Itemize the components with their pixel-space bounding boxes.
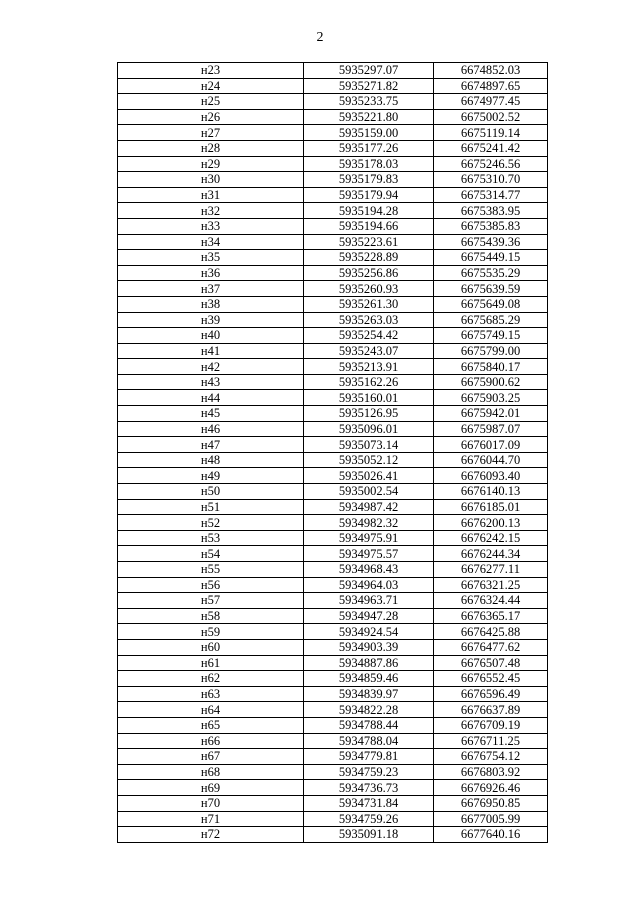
point-id-cell: н64 <box>118 702 304 718</box>
point-id-cell: н69 <box>118 780 304 796</box>
point-id-cell: н41 <box>118 343 304 359</box>
coordinate-x-cell: 5934731.84 <box>304 795 434 811</box>
coordinate-y-cell: 6675002.52 <box>434 109 548 125</box>
point-id-cell: н26 <box>118 109 304 125</box>
table-row <box>118 140 548 156</box>
table-row <box>118 515 548 531</box>
point-id-cell: н61 <box>118 655 304 671</box>
coordinate-x-cell: 5934822.28 <box>304 702 434 718</box>
table-row <box>118 577 548 593</box>
table-row <box>118 156 548 172</box>
table-row <box>118 328 548 344</box>
coordinate-y-cell: 6675942.01 <box>434 406 548 422</box>
coordinate-y-cell: 6675246.56 <box>434 156 548 172</box>
coordinate-x-cell: 5935073.14 <box>304 437 434 453</box>
table-row <box>118 437 548 453</box>
coordinate-y-cell: 6675439.36 <box>434 234 548 250</box>
point-id-cell: н70 <box>118 795 304 811</box>
table-row <box>118 717 548 733</box>
coordinate-y-cell: 6676596.49 <box>434 686 548 702</box>
point-id-cell: н71 <box>118 811 304 827</box>
table-row <box>118 343 548 359</box>
point-id-cell: н32 <box>118 203 304 219</box>
coordinate-x-cell: 5934788.04 <box>304 733 434 749</box>
coordinate-y-cell: 6677640.16 <box>434 827 548 843</box>
table-row <box>118 733 548 749</box>
point-id-cell: н48 <box>118 452 304 468</box>
table-row <box>118 390 548 406</box>
coordinate-x-cell: 5934859.46 <box>304 671 434 687</box>
coordinates-table <box>117 62 548 843</box>
table-row <box>118 406 548 422</box>
coordinate-x-cell: 5935178.03 <box>304 156 434 172</box>
table-row <box>118 421 548 437</box>
coordinate-y-cell: 6676093.40 <box>434 468 548 484</box>
point-id-cell: н49 <box>118 468 304 484</box>
table-row <box>118 655 548 671</box>
coordinate-x-cell: 5934924.54 <box>304 624 434 640</box>
table-row <box>118 78 548 94</box>
coordinate-y-cell: 6676324.44 <box>434 593 548 609</box>
coordinate-y-cell: 6675639.59 <box>434 281 548 297</box>
coordinate-x-cell: 5935194.66 <box>304 218 434 234</box>
coordinate-x-cell: 5935261.30 <box>304 296 434 312</box>
table-row <box>118 562 548 578</box>
coordinate-y-cell: 6675987.07 <box>434 421 548 437</box>
point-id-cell: н60 <box>118 639 304 655</box>
coordinate-x-cell: 5935256.86 <box>304 265 434 281</box>
table-row <box>118 484 548 500</box>
point-id-cell: н25 <box>118 94 304 110</box>
coordinate-y-cell: 6676321.25 <box>434 577 548 593</box>
table-row <box>118 671 548 687</box>
point-id-cell: н23 <box>118 63 304 79</box>
coordinate-x-cell: 5935162.26 <box>304 374 434 390</box>
point-id-cell: н65 <box>118 717 304 733</box>
table-row <box>118 639 548 655</box>
coordinate-x-cell: 5935228.89 <box>304 250 434 266</box>
table-row <box>118 234 548 250</box>
coordinate-y-cell: 6677005.99 <box>434 811 548 827</box>
coordinate-x-cell: 5935213.91 <box>304 359 434 375</box>
table-row <box>118 780 548 796</box>
coordinate-y-cell: 6676926.46 <box>434 780 548 796</box>
table-row <box>118 94 548 110</box>
point-id-cell: н58 <box>118 608 304 624</box>
coordinate-y-cell: 6675685.29 <box>434 312 548 328</box>
table-row <box>118 546 548 562</box>
coordinate-x-cell: 5934975.57 <box>304 546 434 562</box>
coordinate-y-cell: 6675383.95 <box>434 203 548 219</box>
coordinate-y-cell: 6675649.08 <box>434 296 548 312</box>
point-id-cell: н62 <box>118 671 304 687</box>
point-id-cell: н39 <box>118 312 304 328</box>
coordinate-y-cell: 6674852.03 <box>434 63 548 79</box>
coordinate-y-cell: 6676552.45 <box>434 671 548 687</box>
table-row <box>118 125 548 141</box>
coordinate-y-cell: 6676754.12 <box>434 749 548 765</box>
table-row <box>118 827 548 843</box>
table-row <box>118 593 548 609</box>
table-row <box>118 281 548 297</box>
coordinate-y-cell: 6675749.15 <box>434 328 548 344</box>
table-row <box>118 702 548 718</box>
point-id-cell: н24 <box>118 78 304 94</box>
coordinate-y-cell: 6676044.70 <box>434 452 548 468</box>
table-row <box>118 468 548 484</box>
point-id-cell: н52 <box>118 515 304 531</box>
coordinate-x-cell: 5934963.71 <box>304 593 434 609</box>
point-id-cell: н36 <box>118 265 304 281</box>
point-id-cell: н31 <box>118 187 304 203</box>
coordinate-x-cell: 5935179.94 <box>304 187 434 203</box>
coordinate-x-cell: 5934759.23 <box>304 764 434 780</box>
table-row <box>118 764 548 780</box>
table-row <box>118 624 548 640</box>
coordinate-y-cell: 6676477.62 <box>434 639 548 655</box>
coordinate-y-cell: 6676017.09 <box>434 437 548 453</box>
coordinate-x-cell: 5934968.43 <box>304 562 434 578</box>
coordinate-x-cell: 5935002.54 <box>304 484 434 500</box>
point-id-cell: н59 <box>118 624 304 640</box>
table-row <box>118 452 548 468</box>
coordinate-y-cell: 6676709.19 <box>434 717 548 733</box>
coordinate-x-cell: 5935263.03 <box>304 312 434 328</box>
coordinate-y-cell: 6675535.29 <box>434 265 548 281</box>
point-id-cell: н28 <box>118 140 304 156</box>
table-row <box>118 374 548 390</box>
coordinate-x-cell: 5934964.03 <box>304 577 434 593</box>
point-id-cell: н47 <box>118 437 304 453</box>
point-id-cell: н33 <box>118 218 304 234</box>
coordinate-y-cell: 6676140.13 <box>434 484 548 500</box>
point-id-cell: н30 <box>118 172 304 188</box>
coordinate-y-cell: 6675799.00 <box>434 343 548 359</box>
table-row <box>118 63 548 79</box>
coordinate-y-cell: 6676365.17 <box>434 608 548 624</box>
coordinate-x-cell: 5935271.82 <box>304 78 434 94</box>
point-id-cell: н54 <box>118 546 304 562</box>
table-row <box>118 359 548 375</box>
table-row <box>118 218 548 234</box>
point-id-cell: н66 <box>118 733 304 749</box>
point-id-cell: н45 <box>118 406 304 422</box>
coordinate-x-cell: 5935091.18 <box>304 827 434 843</box>
table-row <box>118 109 548 125</box>
coordinate-y-cell: 6676200.13 <box>434 515 548 531</box>
coordinate-x-cell: 5935177.26 <box>304 140 434 156</box>
coordinate-x-cell: 5935096.01 <box>304 421 434 437</box>
coordinate-x-cell: 5935179.83 <box>304 172 434 188</box>
table-row <box>118 265 548 281</box>
coordinate-x-cell: 5935297.07 <box>304 63 434 79</box>
point-id-cell: н44 <box>118 390 304 406</box>
coordinate-y-cell: 6676711.25 <box>434 733 548 749</box>
point-id-cell: н50 <box>118 484 304 500</box>
coordinate-x-cell: 5934788.44 <box>304 717 434 733</box>
coordinate-y-cell: 6675900.62 <box>434 374 548 390</box>
coordinate-x-cell: 5935243.07 <box>304 343 434 359</box>
coordinate-y-cell: 6676507.48 <box>434 655 548 671</box>
coordinate-y-cell: 6675314.77 <box>434 187 548 203</box>
point-id-cell: н42 <box>118 359 304 375</box>
point-id-cell: н37 <box>118 281 304 297</box>
coordinate-y-cell: 6674977.45 <box>434 94 548 110</box>
coordinate-y-cell: 6675840.17 <box>434 359 548 375</box>
point-id-cell: н63 <box>118 686 304 702</box>
table-row <box>118 686 548 702</box>
coordinate-x-cell: 5934779.81 <box>304 749 434 765</box>
point-id-cell: н56 <box>118 577 304 593</box>
coordinate-x-cell: 5935221.80 <box>304 109 434 125</box>
coordinate-x-cell: 5934982.32 <box>304 515 434 531</box>
point-id-cell: н55 <box>118 562 304 578</box>
coordinate-x-cell: 5935126.95 <box>304 406 434 422</box>
coordinate-y-cell: 6675310.70 <box>434 172 548 188</box>
table-row <box>118 530 548 546</box>
coordinate-x-cell: 5935254.42 <box>304 328 434 344</box>
table-row <box>118 811 548 827</box>
coordinate-y-cell: 6676425.88 <box>434 624 548 640</box>
coordinate-x-cell: 5935159.00 <box>304 125 434 141</box>
coordinate-y-cell: 6676242.15 <box>434 530 548 546</box>
coordinate-x-cell: 5934987.42 <box>304 499 434 515</box>
coordinate-y-cell: 6676950.85 <box>434 795 548 811</box>
coordinate-x-cell: 5935223.61 <box>304 234 434 250</box>
table-row <box>118 296 548 312</box>
coordinate-x-cell: 5935160.01 <box>304 390 434 406</box>
point-id-cell: н27 <box>118 125 304 141</box>
table-row <box>118 172 548 188</box>
coordinate-y-cell: 6675241.42 <box>434 140 548 156</box>
point-id-cell: н35 <box>118 250 304 266</box>
point-id-cell: н57 <box>118 593 304 609</box>
point-id-cell: н46 <box>118 421 304 437</box>
coordinate-y-cell: 6675119.14 <box>434 125 548 141</box>
coordinate-x-cell: 5934975.91 <box>304 530 434 546</box>
table-row <box>118 312 548 328</box>
point-id-cell: н53 <box>118 530 304 546</box>
table-row <box>118 250 548 266</box>
coordinate-x-cell: 5934903.39 <box>304 639 434 655</box>
point-id-cell: н38 <box>118 296 304 312</box>
page-number: 2 <box>316 30 324 45</box>
coordinate-y-cell: 6675903.25 <box>434 390 548 406</box>
table-row <box>118 203 548 219</box>
coordinate-x-cell: 5934887.86 <box>304 655 434 671</box>
coordinate-x-cell: 5934839.97 <box>304 686 434 702</box>
coordinate-x-cell: 5934759.26 <box>304 811 434 827</box>
coordinate-x-cell: 5935260.93 <box>304 281 434 297</box>
coordinate-x-cell: 5935194.28 <box>304 203 434 219</box>
coordinate-x-cell: 5935052.12 <box>304 452 434 468</box>
table-row <box>118 499 548 515</box>
coordinate-y-cell: 6674897.65 <box>434 78 548 94</box>
point-id-cell: н43 <box>118 374 304 390</box>
point-id-cell: н34 <box>118 234 304 250</box>
table-row <box>118 608 548 624</box>
coordinate-y-cell: 6675449.15 <box>434 250 548 266</box>
point-id-cell: н68 <box>118 764 304 780</box>
point-id-cell: н72 <box>118 827 304 843</box>
point-id-cell: н67 <box>118 749 304 765</box>
coordinate-x-cell: 5934736.73 <box>304 780 434 796</box>
point-id-cell: н51 <box>118 499 304 515</box>
coordinate-y-cell: 6676277.11 <box>434 562 548 578</box>
table-row <box>118 749 548 765</box>
coordinate-y-cell: 6676637.89 <box>434 702 548 718</box>
coordinates-table-body <box>118 63 548 843</box>
coordinate-x-cell: 5935233.75 <box>304 94 434 110</box>
table-row <box>118 795 548 811</box>
coordinate-y-cell: 6676803.92 <box>434 764 548 780</box>
coordinate-y-cell: 6675385.83 <box>434 218 548 234</box>
coordinate-y-cell: 6676244.34 <box>434 546 548 562</box>
point-id-cell: н29 <box>118 156 304 172</box>
coordinate-y-cell: 6676185.01 <box>434 499 548 515</box>
coordinate-x-cell: 5935026.41 <box>304 468 434 484</box>
coordinate-x-cell: 5934947.28 <box>304 608 434 624</box>
point-id-cell: н40 <box>118 328 304 344</box>
table-row <box>118 187 548 203</box>
